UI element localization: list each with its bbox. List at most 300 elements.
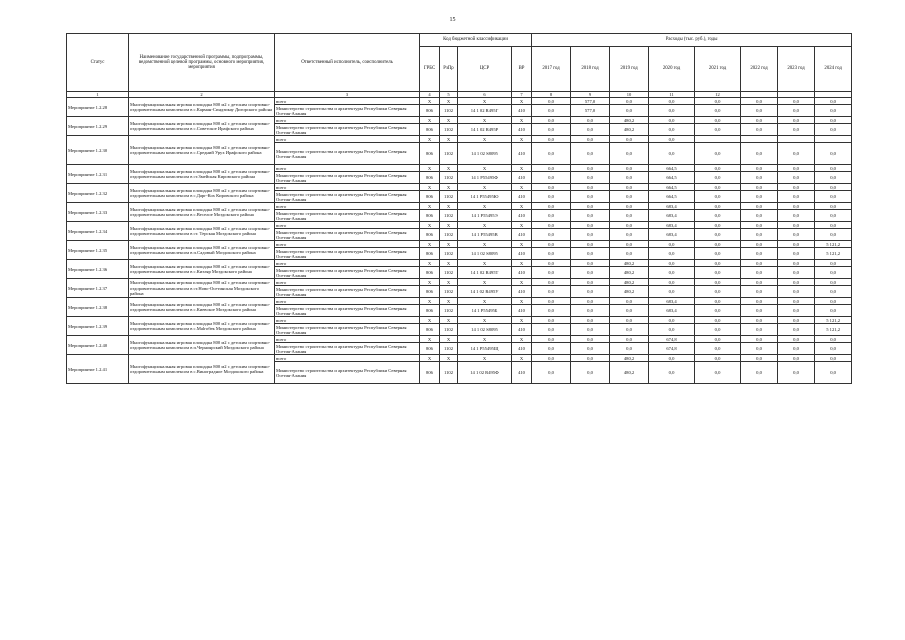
value-cell: 0,0 [695,165,741,172]
value-cell: 0,0 [815,267,852,279]
value-cell: 0,0 [571,324,610,336]
header-executor: Ответственный исполнитель, соисполнитель [275,34,420,92]
executor-ministry-cell: Министерство строительства и архитектуры Республики Северная Осетия-Алания [275,143,420,165]
column-number: 7 [512,92,532,98]
code-cell: 1102 [440,305,458,317]
code-cell: 410 [512,362,532,384]
value-cell: 0,0 [610,172,649,184]
value-cell: 0,0 [778,222,815,229]
code-cell: X [440,336,458,343]
code-cell: X [420,117,440,124]
column-number: 12 [695,92,741,98]
value-cell: 0,0 [741,317,778,324]
value-cell: 0,0 [610,165,649,172]
code-cell: 14 1 02 S8095 [458,248,512,260]
value-cell: 0,0 [571,136,610,143]
column-number: 3 [275,92,420,98]
status-cell: Мероприятие 1.2.40 [67,336,129,355]
value-cell: 0,0 [741,105,778,117]
code-cell: 806 [420,210,440,222]
code-cell: 806 [420,124,440,136]
code-cell: 410 [512,172,532,184]
value-cell: 0,0 [532,222,571,229]
value-cell: 0,0 [741,143,778,165]
value-cell: 0,0 [532,105,571,117]
value-cell: 0,0 [610,143,649,165]
code-cell: X [512,165,532,172]
value-cell: 0,0 [741,305,778,317]
value-cell: 0,0 [532,229,571,241]
code-cell: 410 [512,248,532,260]
value-cell: 0,0 [695,241,741,248]
value-cell: 0,0 [778,172,815,184]
value-cell: 0,0 [571,172,610,184]
value-cell: 0,0 [610,324,649,336]
value-cell: 0,0 [571,248,610,260]
executor-total-cell: всего [275,203,420,210]
table-row [67,317,852,324]
value-cell: 0,0 [649,248,695,260]
value-cell: 5 121,2 [815,241,852,248]
activity-name-cell: Многофункциональная игровая площадка 800 м2 с детским спортивно-оздоровительным комплексом в ст.Змейская Кировского района [129,165,275,184]
column-number: 11 [649,92,695,98]
value-cell: 577,0 [571,98,610,105]
value-cell: 0,0 [610,336,649,343]
value-cell: 0,0 [610,191,649,203]
code-cell: X [512,184,532,191]
value-cell: 0,0 [571,298,610,305]
value-cell: 0,0 [610,229,649,241]
code-cell: X [458,355,512,362]
value-cell: 0,0 [532,241,571,248]
executor-total-cell: всего [275,117,420,124]
value-cell: 0,0 [815,203,852,210]
table-row [67,260,852,267]
value-cell: 0,0 [778,305,815,317]
code-cell: 14 1 02 R495Г [458,105,512,117]
executor-total-cell: всего [275,279,420,286]
value-cell: 0,0 [778,248,815,260]
value-cell: 0,0 [778,203,815,210]
value-cell: 0,0 [695,203,741,210]
value-cell: 480,2 [610,279,649,286]
value-cell: 0,0 [695,184,741,191]
header-year: 2024 год [815,47,852,92]
status-cell: Мероприятие 1.2.33 [67,203,129,222]
value-cell: 0,0 [815,165,852,172]
value-cell [741,136,778,143]
code-cell: X [512,355,532,362]
executor-ministry-cell: Министерство строительства и архитектуры Республики Северная Осетия-Алания [275,305,420,317]
activity-name-cell: Многофункциональная игровая площадка 800 м2 с детским спортивно-оздоровительным комплексом в с.Malгобек Моздокского района [129,317,275,336]
value-cell: 0,0 [695,298,741,305]
value-cell: 0,0 [695,324,741,336]
value-cell: 0,0 [571,117,610,124]
value-cell: 0,0 [571,222,610,229]
code-cell: X [440,355,458,362]
code-cell: X [420,165,440,172]
code-cell: X [440,136,458,143]
value-cell: 683,4 [649,210,695,222]
value-cell: 0,0 [695,279,741,286]
code-cell: 14 1 Р55495Э [458,210,512,222]
code-cell: 410 [512,286,532,298]
code-cell: X [458,184,512,191]
value-cell: 0,0 [532,248,571,260]
value-cell: 0,0 [610,248,649,260]
value-cell: 577,0 [571,105,610,117]
code-cell: 1102 [440,362,458,384]
status-cell: Мероприятие 1.2.34 [67,222,129,241]
value-cell: 0,0 [571,343,610,355]
code-cell: X [458,136,512,143]
value-cell: 0,0 [778,124,815,136]
value-cell: 0,0 [571,210,610,222]
value-cell: 0,0 [815,98,852,105]
value-cell: 0,0 [695,336,741,343]
value-cell: 0,0 [532,286,571,298]
column-number: 4 [420,92,440,98]
value-cell [695,136,741,143]
value-cell: 0,0 [741,298,778,305]
value-cell: 0,0 [815,184,852,191]
value-cell: 0,0 [649,98,695,105]
executor-ministry-cell: Министерство строительства и архитектуры Республики Северная Осетия-Алания [275,210,420,222]
value-cell: 0,0 [649,117,695,124]
value-cell: 0,0 [815,298,852,305]
value-cell: 0,0 [741,165,778,172]
status-cell: Мероприятие 1.2.35 [67,241,129,260]
code-cell: 14 1 02 S8095 [458,324,512,336]
value-cell: 0,0 [695,355,741,362]
value-cell: 0,0 [741,279,778,286]
status-cell: Мероприятие 1.2.37 [67,279,129,298]
value-cell: 0,0 [778,324,815,336]
value-cell: 0,0 [532,172,571,184]
code-cell: X [512,98,532,105]
code-cell: X [440,98,458,105]
table-row [67,298,852,305]
header-year: 2019 год [610,47,649,92]
value-cell: 0,0 [778,317,815,324]
value-cell: 664,5 [649,172,695,184]
status-cell: Мероприятие 1.2.30 [67,136,129,165]
column-number: 8 [532,92,571,98]
value-cell: 0,0 [532,336,571,343]
value-cell: 480,2 [610,260,649,267]
value-cell: 0,0 [649,267,695,279]
code-cell: X [440,222,458,229]
value-cell: 0,0 [571,305,610,317]
table-row [67,355,852,362]
value-cell: 683,4 [649,222,695,229]
executor-ministry-cell: Министерство строительства и архитектуры Республики Северная Осетия-Алания [275,343,420,355]
header-year: 2017 год [532,47,571,92]
executor-ministry-cell: Министерство строительства и архитектуры Республики Северная Осетия-Алания [275,286,420,298]
value-cell: 0,0 [778,260,815,267]
header-vr: ВР [512,47,532,92]
value-cell: 664,5 [649,165,695,172]
executor-total-cell: всего [275,298,420,305]
value-cell: 683,4 [649,298,695,305]
value-cell: 0,0 [649,105,695,117]
value-cell: 0,0 [532,362,571,384]
value-cell: 480,2 [610,124,649,136]
code-cell: X [440,317,458,324]
code-cell: 806 [420,324,440,336]
value-cell: 0,0 [695,362,741,384]
value-cell: 0,0 [695,98,741,105]
value-cell: 0,0 [815,260,852,267]
table-row [67,203,852,210]
value-cell: 0,0 [778,191,815,203]
code-cell: 14 1 02 R495У [458,286,512,298]
value-cell: 0,0 [532,184,571,191]
value-cell: 0,0 [695,172,741,184]
code-cell: 14 1 02 S8095 [458,143,512,165]
column-number: 5 [440,92,458,98]
table-row [67,241,852,248]
value-cell: 0,0 [532,143,571,165]
value-cell: 0,0 [571,336,610,343]
code-cell: 14 1 02 R495Ф [458,362,512,384]
status-cell: Мероприятие 1.2.41 [67,355,129,384]
code-cell: 1102 [440,248,458,260]
value-cell: 0,0 [778,229,815,241]
status-cell: Мероприятие 1.2.32 [67,184,129,203]
budget-table [66,33,852,384]
code-cell: 410 [512,229,532,241]
status-cell: Мероприятие 1.2.28 [67,98,129,117]
value-cell: 0,0 [815,355,852,362]
code-cell: 1102 [440,286,458,298]
executor-ministry-cell: Министерство строительства и архитектуры Республики Северная Осетия-Алания [275,267,420,279]
value-cell: 0,0 [741,124,778,136]
code-cell: 410 [512,305,532,317]
value-cell: 0,0 [741,324,778,336]
value-cell: 0,0 [815,210,852,222]
value-cell: 0,0 [649,317,695,324]
code-cell: 806 [420,286,440,298]
executor-ministry-cell: Министерство строительства и архитектуры Республики Северная Осетия-Алания [275,324,420,336]
executor-total-cell: всего [275,165,420,172]
value-cell: 0,0 [610,210,649,222]
code-cell: 410 [512,343,532,355]
value-cell: 0,0 [571,260,610,267]
executor-ministry-cell: Министерство строительства и архитектуры Республики Северная Осетия-Алания [275,362,420,384]
value-cell: 0,0 [610,184,649,191]
header-expenses: Расходы (тыс. руб.), годы [532,34,852,47]
executor-ministry-cell: Министерство строительства и архитектуры Республики Северная Осетия-Алания [275,191,420,203]
code-cell: X [458,241,512,248]
table-row [67,336,852,343]
value-cell: 0,0 [532,298,571,305]
value-cell: 0,0 [741,267,778,279]
code-cell: X [440,184,458,191]
code-cell: 806 [420,305,440,317]
code-cell: X [440,279,458,286]
value-cell: 0,0 [649,136,695,143]
code-cell: X [512,203,532,210]
code-cell: X [458,336,512,343]
value-cell: 0,0 [695,222,741,229]
code-cell: 1102 [440,324,458,336]
code-cell: 806 [420,172,440,184]
value-cell: 674,8 [649,343,695,355]
value-cell: 0,0 [778,355,815,362]
value-cell: 0,0 [695,191,741,203]
value-cell: 5 121,2 [815,248,852,260]
value-cell: 0,0 [532,343,571,355]
value-cell: 0,0 [741,191,778,203]
value-cell: 0,0 [778,336,815,343]
status-cell: Мероприятие 1.2.38 [67,298,129,317]
activity-name-cell: Многофункциональная игровая площадка 800 м2 с детским спортивно-оздоровительным комплексом в с.Виноградное Моздокского района [129,355,275,384]
code-cell: 1102 [440,191,458,203]
code-cell: 1102 [440,210,458,222]
activity-name-cell: Многофункциональная игровая площадка 800 м2 с детским спортивно-оздоровительным комплексом в с.Кизляр Моздокского района [129,260,275,279]
value-cell: 0,0 [815,172,852,184]
value-cell: 0,0 [649,260,695,267]
activity-name-cell: Многофункциональная игровая площадка 800 м2 с детским спортивно-оздоровительным комплексом в с.Киевское Моздокского района [129,298,275,317]
value-cell: 0,0 [741,229,778,241]
code-cell: X [512,336,532,343]
value-cell: 0,0 [610,317,649,324]
value-cell: 0,0 [571,143,610,165]
code-cell: X [512,298,532,305]
value-cell: 0,0 [695,305,741,317]
value-cell: 0,0 [695,143,741,165]
value-cell: 0,0 [815,336,852,343]
activity-name-cell: Многофункциональная игровая площадка 800 м2 с детским спортивно-оздоровительным комплексом в ст. Терская Моздокского района [129,222,275,241]
value-cell: 0,0 [571,362,610,384]
code-cell: X [512,222,532,229]
table-row [67,98,852,105]
code-cell: X [420,260,440,267]
value-cell: 0,0 [778,286,815,298]
value-cell: 0,0 [815,143,852,165]
executor-ministry-cell: Министерство строительства и архитектуры Республики Северная Осетия-Алания [275,172,420,184]
value-cell: 664,5 [649,184,695,191]
code-cell: X [420,222,440,229]
code-cell: X [440,165,458,172]
value-cell: 0,0 [649,355,695,362]
header-csr: ЦСР [458,47,512,92]
value-cell: 0,0 [532,191,571,203]
value-cell: 0,0 [778,184,815,191]
value-cell: 0,0 [778,267,815,279]
code-cell: X [512,241,532,248]
value-cell: 0,0 [532,165,571,172]
value-cell: 0,0 [741,336,778,343]
code-cell: 14 1 Р55495Щ [458,343,512,355]
column-number: 10 [610,92,649,98]
value-cell: 0,0 [815,343,852,355]
value-cell: 0,0 [695,286,741,298]
value-cell: 0,0 [571,355,610,362]
code-cell: X [440,260,458,267]
header-budget-codes: Код бюджетной классификации [420,34,532,47]
value-cell: 0,0 [778,98,815,105]
value-cell: 0,0 [532,279,571,286]
value-cell: 0,0 [695,267,741,279]
value-cell: 0,0 [532,136,571,143]
code-cell: X [420,355,440,362]
value-cell: 0,0 [778,241,815,248]
code-cell: X [420,279,440,286]
status-cell: Мероприятие 1.2.31 [67,165,129,184]
value-cell: 0,0 [571,279,610,286]
executor-total-cell: всего [275,336,420,343]
executor-total-cell: всего [275,317,420,324]
code-cell: 410 [512,143,532,165]
column-number: 1 [67,92,129,98]
value-cell: 0,0 [571,267,610,279]
value-cell: 0,0 [815,117,852,124]
activity-name-cell: Многофункциональная игровая площадка 800 м2 с детским спортивно-оздоровительным комплексом в ст.Ново-Осетинская Моздокского района [129,279,275,298]
value-cell: 0,0 [571,124,610,136]
value-cell: 0,0 [741,172,778,184]
table-row [67,184,852,191]
code-cell: 806 [420,248,440,260]
value-cell: 0,0 [532,305,571,317]
code-cell: X [420,136,440,143]
code-cell: 1102 [440,124,458,136]
code-cell: 14 1 Р55495Ю [458,191,512,203]
value-cell: 0,0 [532,117,571,124]
code-cell: 806 [420,267,440,279]
value-cell: 0,0 [571,184,610,191]
value-cell: 0,0 [532,210,571,222]
value-cell: 0,0 [741,184,778,191]
value-cell: 0,0 [815,222,852,229]
value-cell: 480,2 [610,286,649,298]
page-number: 15 [449,17,456,23]
value-cell: 480,2 [610,362,649,384]
code-cell: X [458,279,512,286]
code-cell: 806 [420,229,440,241]
value-cell: 0,0 [532,317,571,324]
value-cell: 0,0 [815,191,852,203]
code-cell: X [420,336,440,343]
value-cell: 0,0 [741,362,778,384]
executor-ministry-cell: Министерство строительства и архитектуры Республики Северная Осетия-Алания [275,124,420,136]
code-cell: X [458,203,512,210]
value-cell: 0,0 [741,222,778,229]
value-cell: 0,0 [695,117,741,124]
value-cell: 0,0 [695,317,741,324]
value-cell: 0,0 [778,105,815,117]
code-cell: 1102 [440,143,458,165]
code-cell: 1102 [440,267,458,279]
code-cell: 1102 [440,172,458,184]
table-row [67,279,852,286]
activity-name-cell: Многофункциональная игровая площадка 800 м2 с детским спортивно-оздоровительным комплексом в с.Средний Урух Ирафского района [129,136,275,165]
executor-ministry-cell: Министерство строительства и архитектуры Республики Северная Осетия-Алания [275,248,420,260]
executor-total-cell: всего [275,184,420,191]
value-cell: 0,0 [778,210,815,222]
code-cell: X [440,117,458,124]
value-cell: 0,0 [778,298,815,305]
value-cell: 480,2 [610,267,649,279]
value-cell [778,136,815,143]
value-cell: 0,0 [741,241,778,248]
code-cell: X [440,298,458,305]
value-cell: 0,0 [741,117,778,124]
code-cell: 14 1 02 R495Р [458,124,512,136]
code-cell: 1102 [440,105,458,117]
executor-total-cell: всего [275,355,420,362]
